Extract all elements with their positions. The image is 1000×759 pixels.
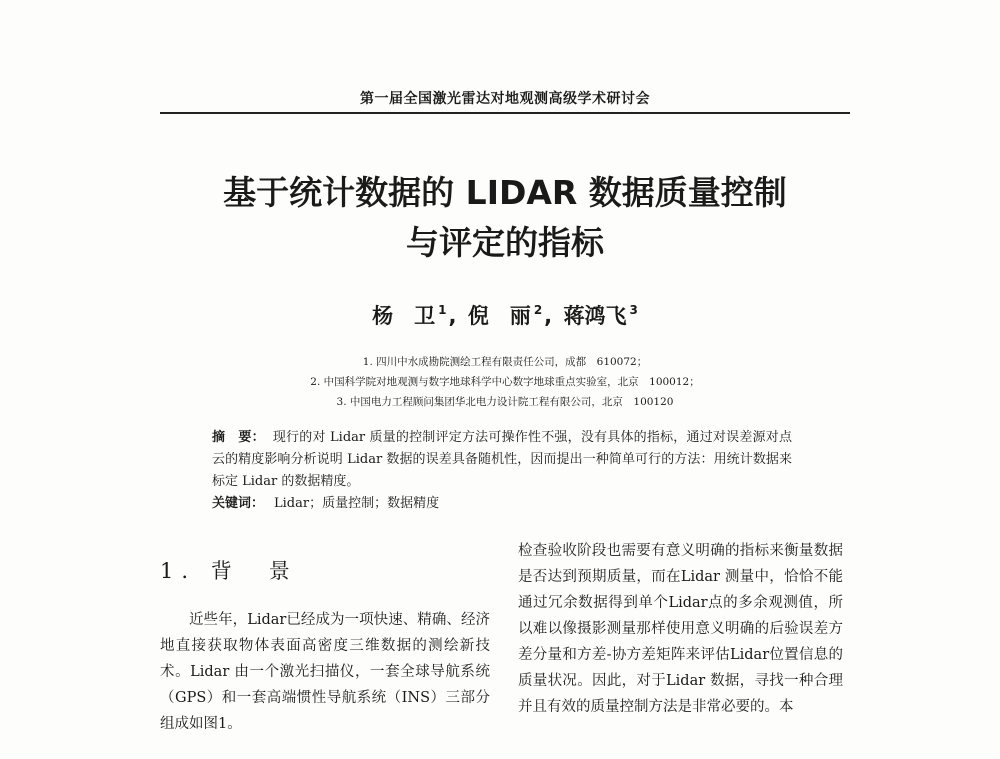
keywords (212, 493, 792, 515)
title-line-1: 基于统计数据的 LIDAR 数据质量控制 (223, 173, 787, 212)
paper-title (160, 168, 850, 268)
author-separator: , (544, 304, 553, 328)
body-paragraph-left: 近些年，Lidar已经成为一项快速、精确、经济地直接获取物体表面高密度三维数据的测绘新技术。Lidar 由一个激光扫描仪，一套全球导航系统（GPS）和一套高端惯性导航系统（INS）三部分组成如图1。 (160, 612, 490, 732)
affiliation: 2. 中国科学院对地观测与数字地球科学中心数字地球重点实验室，北京 100012； (310, 376, 700, 388)
author-name: 蒋鸿飞 (563, 304, 627, 328)
author-affil-mark: 3 (629, 303, 638, 317)
header-rule (160, 112, 850, 114)
abstract-text: 现行的对 Lidar 质量的控制评定方法可操作性不强，没有具体的指标，通过对误差源对点云的精度影响分析说明 Lidar 数据的误差具备随机性，因而提出一种简单可行的方法：用统计数据来标定 Lidar 的数据精度。 (212, 430, 792, 489)
keywords-text: Lidar；质量控制；数据精度 (274, 496, 440, 511)
conference-header: 第一届全国激光雷达对地观测高级学术研讨会 (360, 91, 650, 107)
affiliation: 3. 中国电力工程顾问集团华北电力设计院工程有限公司，北京 100120 (336, 396, 674, 408)
abstract-label: 摘 要： (212, 430, 265, 445)
section-heading: 1. 背 景 (160, 559, 298, 583)
body-paragraph-right: 检查验收阶段也需要有意义明确的指标来衡量数据是否达到预期质量，而在Lidar 测量中，恰恰不能通过冗余数据得到单个Lidar点的多余观测值，所以难以像摄影测量那样使用意义明确的后验误差方差分量和方差-协方差矩阵来评估Lidar位置信息的质量状况。因此，对于Lidar 数据，寻找一种合理并且有效的质量控制方法是非常必要的。本 (518, 543, 843, 715)
affiliations (160, 352, 850, 412)
author-separator: , (448, 304, 457, 328)
author-name: 倪 丽 (467, 304, 531, 328)
author-affil-mark: 2 (533, 303, 543, 317)
title-line-2: 与评定的指标 (406, 223, 604, 262)
affiliation: 1. 四川中水成勘院测绘工程有限责任公司，成都 610072； (362, 356, 648, 368)
author-affil-mark: 1 (438, 303, 447, 317)
keywords-label: 关键词： (212, 496, 265, 511)
author-name: 杨 卫 (372, 304, 436, 328)
abstract (212, 427, 792, 493)
author-list (160, 300, 850, 330)
